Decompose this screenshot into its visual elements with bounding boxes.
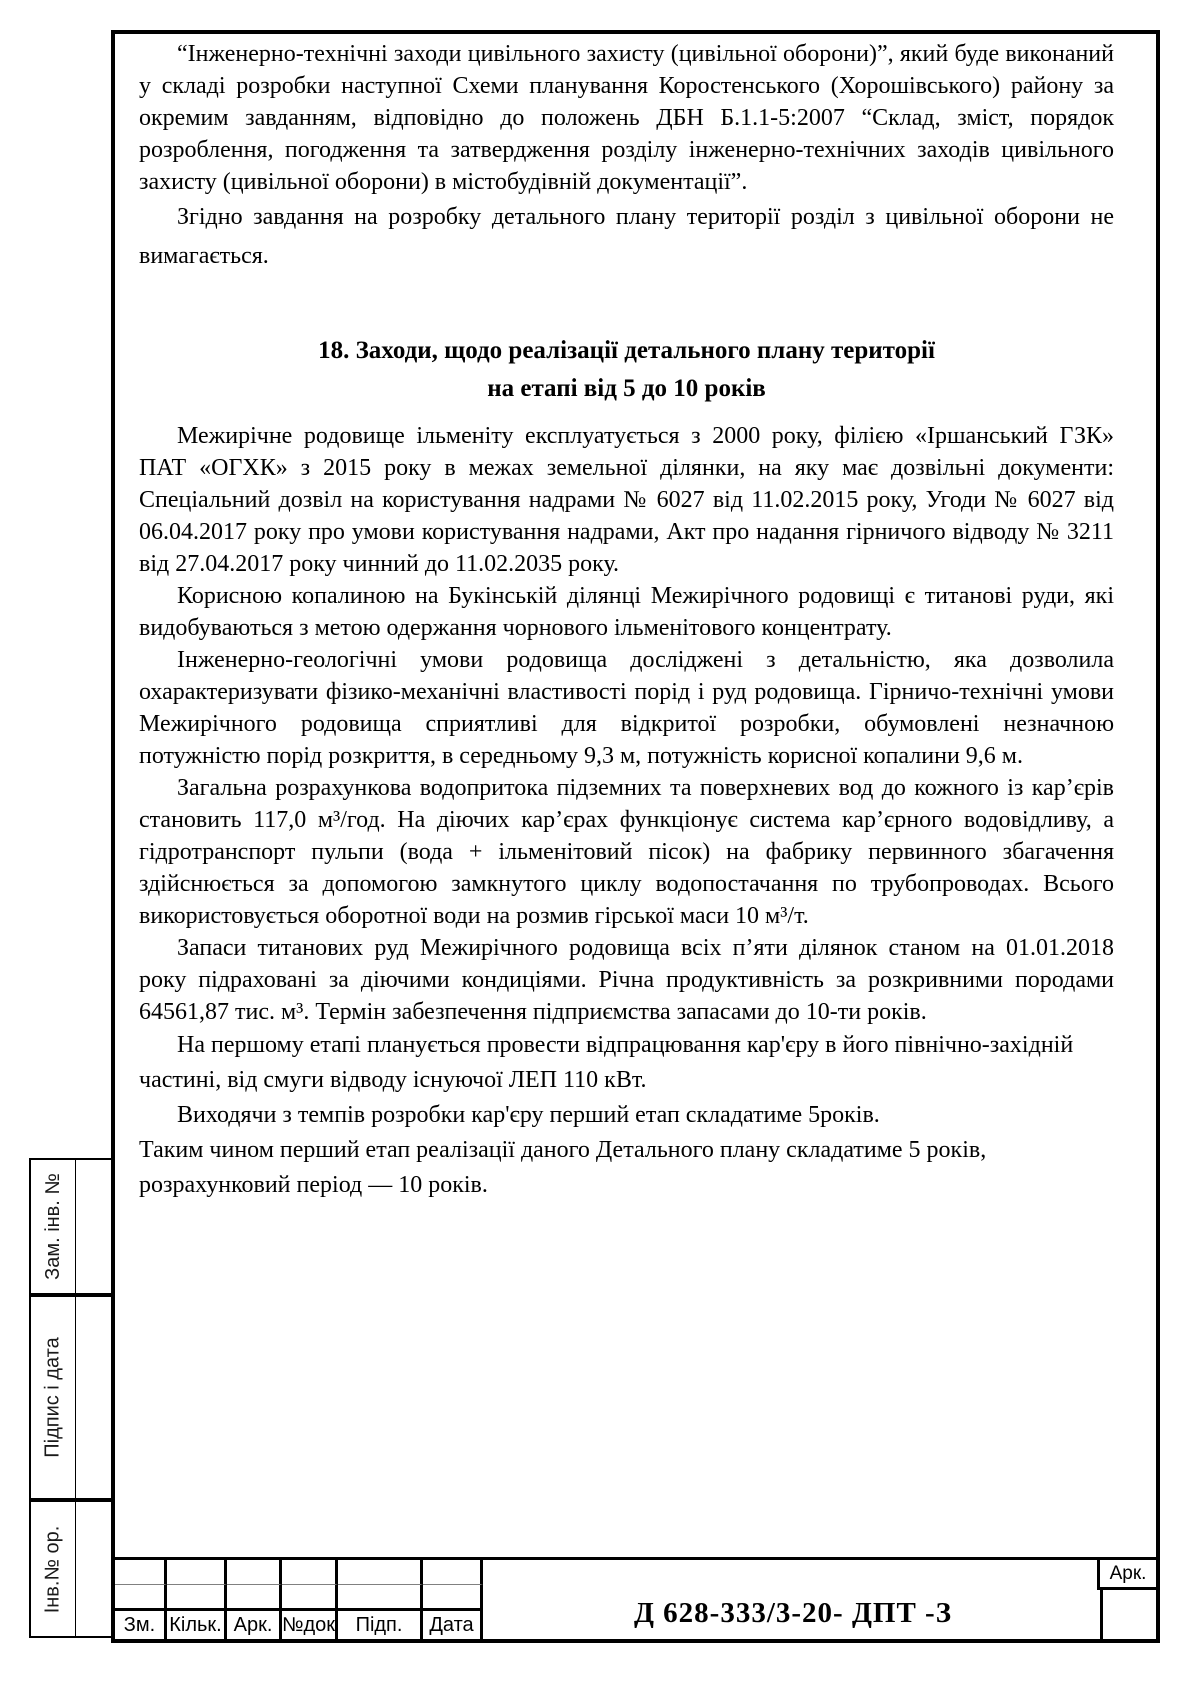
sidebar-label-box [31,1297,75,1498]
revision-cell-empty [423,1560,483,1585]
revision-cell-empty [338,1560,423,1585]
paragraph: Згідно завдання на розробку детального плану території розділ з цивільної оборони не вимагається. [139,204,1114,269]
sidebar-cell-pidpys-data [29,1295,113,1500]
sidebar-cell-divider [75,1160,76,1293]
sidebar-label-box [31,1502,75,1636]
paragraph: Корисною копалиною на Букінській ділянці Межирічного родовищі є титанові руди, які видобуваються з метою одержання чорнового ільменітового концентрату. [139,583,1114,641]
sidebar-cell-zam-inv [29,1158,113,1295]
paragraph: “Інженерно-технічні заходи цивільного захисту (цивільної оборони)”, який буде виконаний у складі розробки наступної Схеми планування Коростенського (Хорошівського) району за окремим завданням, відповідно до положень ДБН Б.1.1-5:2007 “Склад, зміст, порядок розроблення, погодження та затвердження розділу інженерно-технічних заходів цивільного захисту (цивільної оборони) в містобудівній документації”. [139,41,1114,195]
revision-cell-empty [115,1585,167,1611]
revision-cell-empty [115,1560,167,1585]
sheet-label-cell: Арк. [1097,1560,1156,1590]
document-body-text [139,38,1114,1203]
column-header-zm: Зм. [115,1611,167,1639]
paragraph: Загальна розрахункова водопритока підземних та поверхневих вод до кожного із кар’єрів становить 117,0 м³/год. На діючих кар’єрах функціонує система кар’єрного водовідливу, а гідротранспорт пульпи (вода + ільменітовий пісок) на фабрику первинного збагачення здійснюється за допомогою замкнутого циклу водопостачання по трубопроводах. Всього використовується оборотної води на розмив гірської маси 10 м³/т. [139,775,1114,929]
section-heading-line2: на етапі від 5 до 10 років [487,375,766,402]
paragraph: Таким чином перший етап реалізації даного Детального плану складатиме 5 років, розрахунковий період — 10 років. [139,1137,987,1198]
revision-cell-empty [423,1585,483,1611]
revision-cell-empty [338,1585,423,1611]
paragraph: Запаси титанових руд Межирічного родовища всіх п’яти ділянок станом на 01.01.2018 року підраховані за діючими кондиціями. Річна продуктивність за розкривними породами 64561,87 тис. м³. Термін забезпечення підприємства запасами до 10-ти років. [139,935,1114,1025]
column-header-kilk: Кільк. [167,1611,227,1639]
document-number: Д 628-333/3-20- ДПТ -З [633,1597,953,1629]
revision-table [115,1560,483,1639]
revision-cell-empty [282,1560,338,1585]
sidebar-label-zam-inv: Зам. інв. № [41,1173,64,1280]
sidebar-cell-divider [75,1502,76,1636]
revision-cell-empty [282,1585,338,1611]
sidebar-label-box [31,1160,75,1293]
revision-cell-empty [167,1585,227,1611]
column-header-nodok: №док [282,1611,338,1639]
sidebar-cell-inv-or [29,1500,113,1638]
paragraph: Інженерно-геологічні умови родовища досліджені з детальністю, яка дозволила охарактеризувати фізико-механічні властивості порід і руд родовища. Гірничо-технічні умови Межирічного родовища сприятливі для відкритої розробки, обумовлені незначною потужністю порід розкриття, в середньому 9,3 м, потужність корисної копалини 9,6 м. [139,647,1114,769]
column-header-data: Дата [423,1611,483,1639]
paragraph: На першому етапі планується провести відпрацювання кар'єру в його північно-західній частині, від смуги відводу існуючої ЛЕП 110 кВт. [139,1032,1074,1093]
sidebar-label-inv-or: Інв.№ ор. [41,1525,64,1613]
sidebar-label-pidpys-data: Підпис і дата [41,1337,64,1458]
section-heading-line1: 18. Заходи, щодо реалізації детального плану території [318,337,935,364]
sidebar-cell-divider [75,1297,76,1498]
title-block [115,1557,1156,1639]
paragraph: Межирічне родовище ільменіту експлуатується з 2000 року, філією «Іршанський ГЗК» ПАТ «ОГХК» з 2015 року в межах земельної ділянки, на яку має дозвільні документи: Спеціальний дозвіл на користування надрами № 6027 від 11.02.2015 року, Угоди № 6027 від 06.04.2017 року про умови користування надрами, Акт про надання гірничого відводу № 3211 від 27.04.2017 року чинний до 11.02.2035 року. [139,423,1114,577]
revision-cell-empty [227,1585,282,1611]
column-header-ark: Арк. [227,1611,282,1639]
revision-cell-empty [167,1560,227,1585]
paragraph: Виходячи з темпів розробки кар'єру перший етап складатиме 5років. [177,1102,880,1128]
drawing-frame [111,30,1160,1643]
revision-cell-empty [227,1560,282,1585]
section-heading [139,332,1114,408]
column-header-pidp: Підп. [338,1611,423,1639]
sheet-number-cell [1100,1590,1156,1639]
